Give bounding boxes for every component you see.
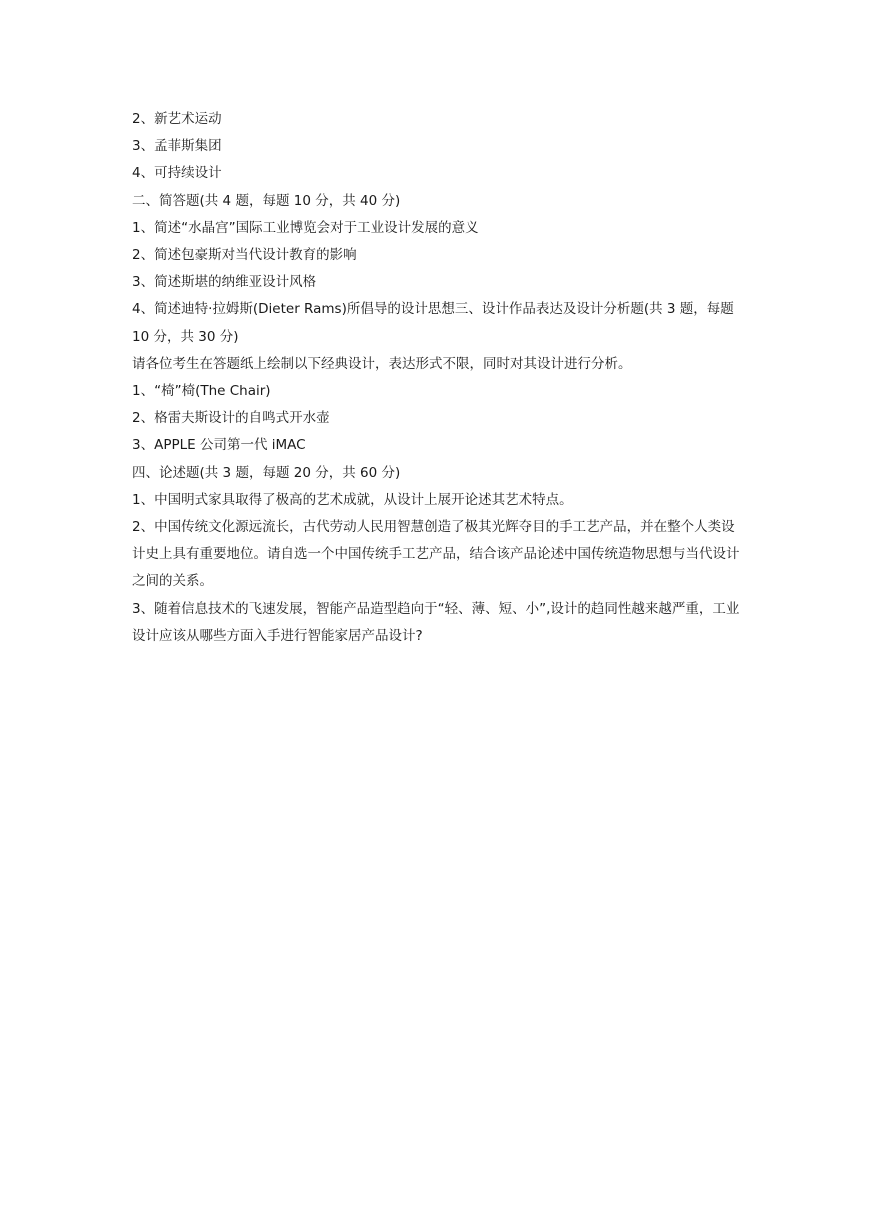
question-item: 1、“椅”椅(The Chair) xyxy=(132,383,271,400)
section-heading: 二、简答题(共 4 题，每题 10 分，共 40 分) xyxy=(132,192,401,209)
document-body xyxy=(132,106,742,650)
question-item: 1、中国明式家具取得了极高的艺术成就，从设计上展开论述其艺术特点。 xyxy=(132,491,573,508)
question-item: 2、中国传统文化源远流长，古代劳动人民用智慧创造了极其光辉夺目的手工艺产品，并在整个人类设计史上具有重要地位。请自选一个中国传统手工艺产品，结合该产品论述中国传统造物思想与当代设计之间的关系。 xyxy=(132,519,740,590)
section-item: 4、可持续设计 xyxy=(132,165,222,182)
question-item: 3、APPLE 公司第一代 iMAC xyxy=(132,437,306,454)
question-item: 3、随着信息技术的飞速发展，智能产品造型趋向于“轻、薄、短、小”,设计的趋同性越来越严重，工业设计应该从哪些方面入手进行智能家居产品设计? xyxy=(132,600,740,644)
question-item: 2、简述包豪斯对当代设计教育的影响 xyxy=(132,247,357,264)
instruction-text: 请各位考生在答题纸上绘制以下经典设计，表达形式不限，同时对其设计进行分析。 xyxy=(132,355,632,372)
question-item: 3、简述斯堪的纳维亚设计风格 xyxy=(132,274,317,291)
section-item: 2、新艺术运动 xyxy=(132,111,222,127)
question-item: 4、简述迪特·拉姆斯(Dieter Rams)所倡导的设计思想三、设计作品表达及设计分析题(共 3 题，每题 10 分，共 30 分) xyxy=(132,301,734,345)
section-item: 3、孟菲斯集团 xyxy=(132,138,222,155)
question-item: 1、简述“水晶宫”国际工业博览会对于工业设计发展的意义 xyxy=(132,219,479,236)
question-item: 2、格雷夫斯设计的自鸣式开水壶 xyxy=(132,410,330,427)
section-heading: 四、论述题(共 3 题，每题 20 分，共 60 分) xyxy=(132,464,401,481)
